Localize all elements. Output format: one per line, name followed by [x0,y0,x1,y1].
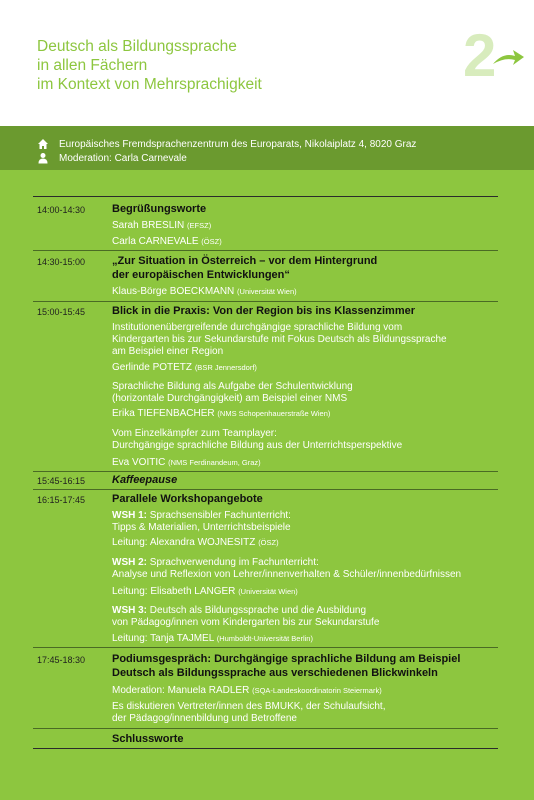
logo [463,22,523,89]
home-icon [37,138,49,150]
talk-text: Durchgängige sprachliche Bildung aus der Unterrichtsperspektive [112,440,403,451]
speaker: Gerlinde POTETZ (BSR Jennersdorf) [112,362,257,373]
session-title: der europäischen Entwicklungen“ [112,269,290,281]
talk-text: am Beispiel einer Region [112,346,224,357]
divider [33,196,498,197]
divider [33,489,498,490]
session-title: „Zur Situation in Österreich – vor dem Hintergrund [112,255,378,267]
title-line: im Kontext von Mehrsprachigkeit [37,76,262,93]
session-title: Deutsch als Bildungssprache aus verschiedenen Blickwinkeln [112,667,438,679]
speaker: Carla CARNEVALE (ÖSZ) [112,236,222,247]
title-line: in allen Fächern [37,57,148,74]
session-time: 15:00-15:45 [37,307,86,317]
moderation-row [37,151,187,165]
header [0,0,534,126]
talk-text: Institutionenübergreifende durchgängige sprachliche Bildung vom [112,322,403,333]
talk-text: Kindergarten bis zur Sekundarstufe mit Fokus Deutsch als Bildungssprache [112,334,447,345]
workshop-lead: Leitung: Alexandra WOJNESITZ (ÖSZ) [112,537,279,548]
divider [33,250,498,251]
session-title: Schlussworte [112,733,184,745]
divider [33,301,498,302]
location-row [37,137,416,151]
speaker: Sarah BRESLIN (EFSZ) [112,220,212,231]
title-line: Deutsch als Bildungssprache [37,38,237,55]
workshop-3: WSH 3: Deutsch als Bildungssprache und die Ausbildung [112,605,367,616]
session-title: Parallele Workshopangebote [112,493,263,505]
session-title: Begrüßungsworte [112,203,207,215]
workshop-2: WSH 2: Sprachverwendung im Fachunterricht: [112,557,319,568]
workshop-text: Tipps & Materialien, Unterrichtsbeispiele [112,522,291,533]
moderator: Moderation: Manuela RADLER (SQA-Landeskoordinatorin Steiermark) [112,685,382,696]
panel-text: der Pädagog/innenbildung und Betroffene [112,713,297,724]
moderation-text: Moderation: Carla Carnevale [59,152,187,164]
talk-text: Vom Einzelkämpfer zum Teamplayer: [112,428,277,439]
session-time: 16:15-17:45 [37,495,86,505]
logo-number: 2 [463,22,497,89]
talk-text: Sprachliche Bildung als Aufgabe der Schulentwicklung [112,381,353,392]
divider [33,647,498,648]
session-title: Blick in die Praxis: Von der Region bis ins Klassenzimmer [112,305,415,317]
speaker: Erika TIEFENBACHER (NMS Schopenhauerstraße Wien) [112,408,331,419]
divider [33,471,498,472]
session-time: 17:45-18:30 [37,655,86,665]
panel-text: Es diskutieren Vertreter/innen des BMUKK, der Schulaufsicht, [112,701,386,712]
session-time: 15:45-16:15 [37,476,86,486]
workshop-lead: Leitung: Elisabeth LANGER (Universität Wien) [112,586,298,597]
person-icon [37,152,49,164]
divider [33,748,498,749]
session-time: 14:00-14:30 [37,205,86,215]
speaker: Eva VOITIC (NMS Ferdinandeum, Graz) [112,457,261,468]
session-title: Kaffeepause [112,474,178,486]
workshop-1: WSH 1: Sprachsensibler Fachunterricht: [112,510,291,521]
workshop-lead: Leitung: Tanja TAJMEL (Humboldt-Universität Berlin) [112,633,313,644]
session-title: Podiumsgespräch: Durchgängige sprachliche Bildung am Beispiel [112,653,461,665]
arrow-icon [491,48,525,70]
workshop-text: Analyse und Reflexion von Lehrer/innenverhalten & Schüler/innenbedürfnissen [112,569,462,580]
talk-text: (horizontale Durchgängigkeit) am Beispiel einer NMS [112,393,348,404]
info-bar [0,126,534,170]
divider [33,728,498,729]
session-time: 14:30-15:00 [37,257,86,267]
speaker: Klaus-Börge BOECKMANN (Universität Wien) [112,286,297,297]
document-title [37,37,262,94]
workshop-text: von Pädagog/innen vom Kindergarten bis zur Sekundarstufe [112,617,380,628]
location-text: Europäisches Fremdsprachenzentrum des Europarats, Nikolaiplatz 4, 8020 Graz [59,138,417,150]
